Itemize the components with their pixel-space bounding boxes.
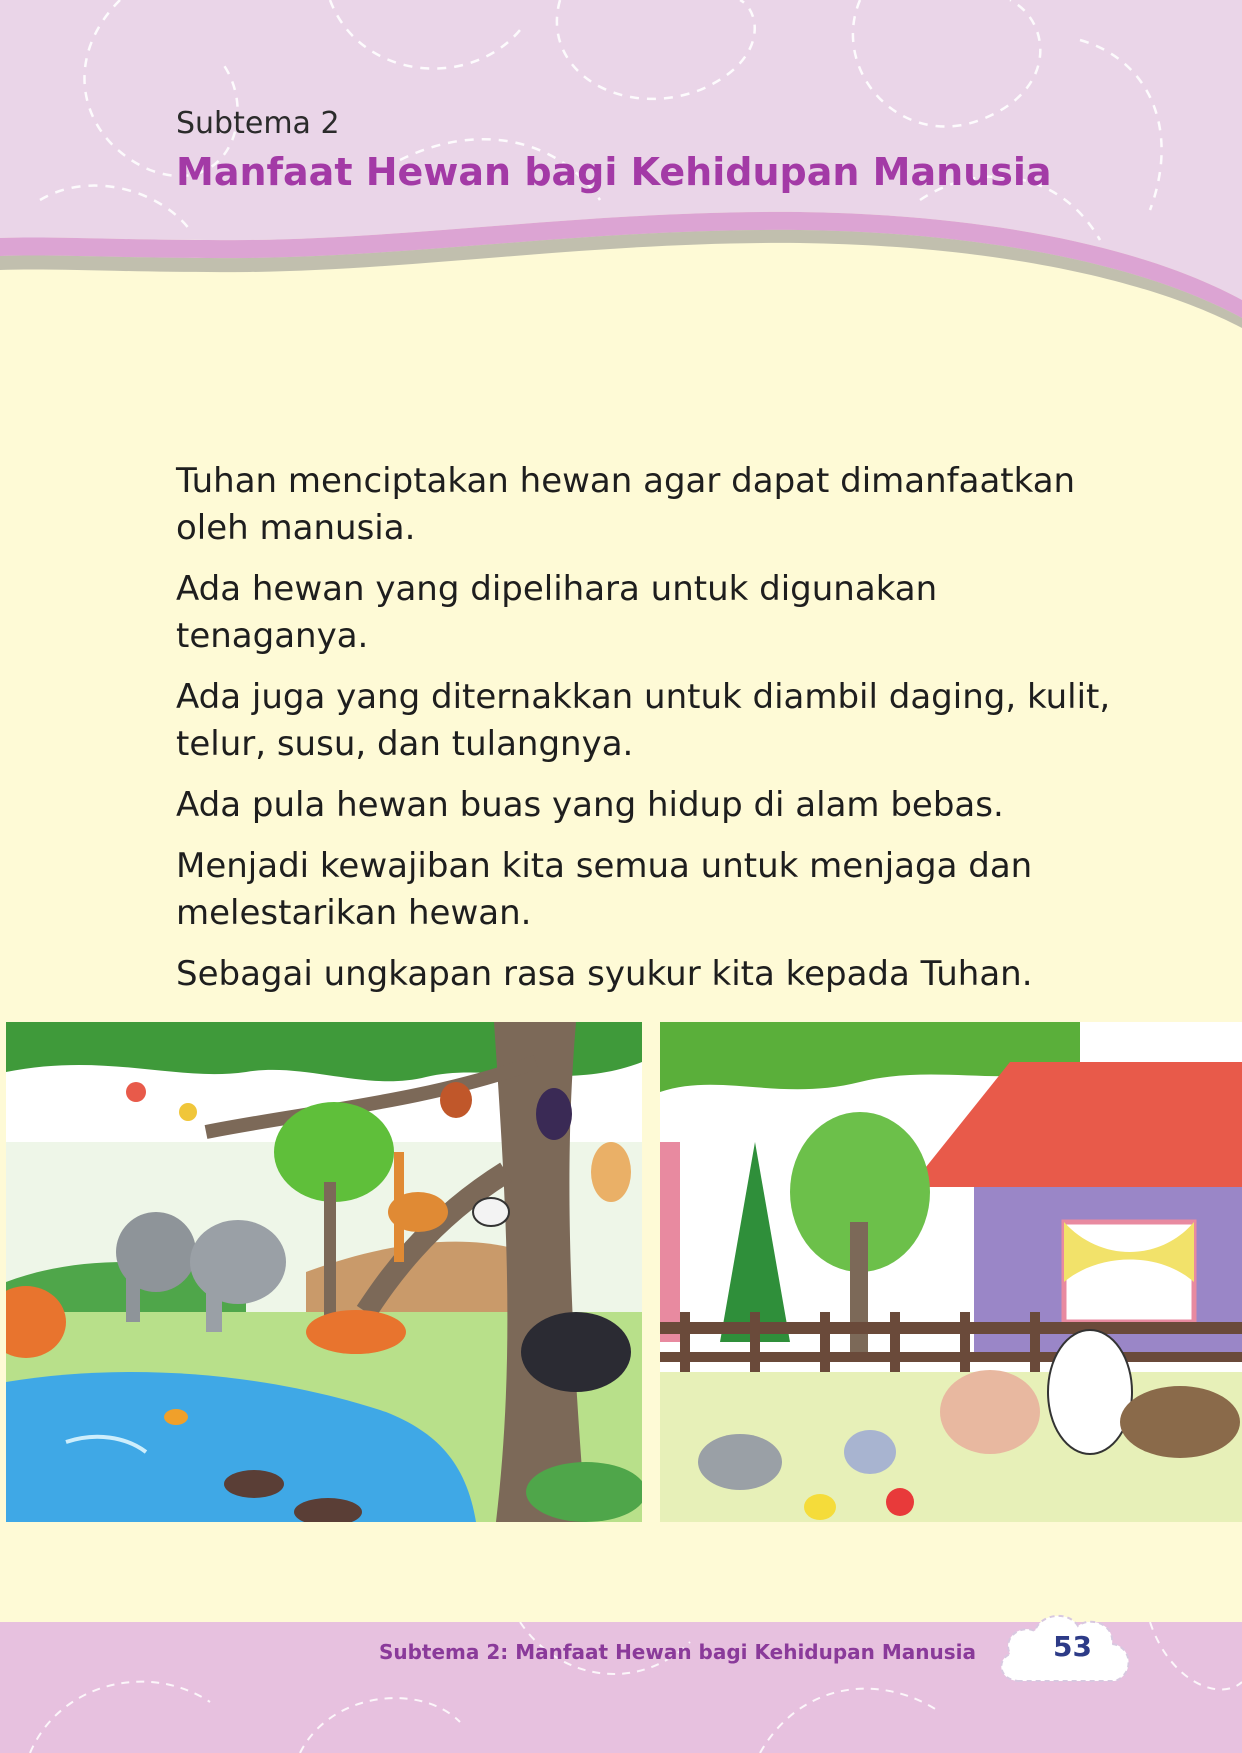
- page-title: Manfaat Hewan bagi Kehidupan Manusia: [176, 150, 1052, 194]
- paragraph: Ada pula hewan buas yang hidup di alam bebas.: [176, 785, 1004, 825]
- paragraph: Sebagai ungkapan rasa syukur kita kepada Tuhan.: [176, 954, 1033, 994]
- domestic-animals-illustration: [660, 1022, 1242, 1522]
- running-footer-title: Subtema 2: Manfaat Hewan bagi Kehidupan Manusia: [378, 1640, 976, 1664]
- paragraph: Ada hewan yang dipelihara untuk digunakan tenaganya.: [176, 569, 938, 656]
- paragraph: Menjadi kewajiban kita semua untuk menjaga dan melestarikan hewan.: [176, 846, 1033, 933]
- wild-animals-illustration: [6, 1022, 642, 1522]
- paragraph: Tuhan menciptakan hewan agar dapat dimanfaatkan oleh manusia.: [176, 461, 1076, 548]
- page-header: [0, 0, 1242, 340]
- subtheme-label: Subtema 2: [176, 106, 340, 141]
- body-text: [176, 458, 1126, 1012]
- paragraph: Ada juga yang diternakkan untuk diambil daging, kulit, telur, susu, dan tulangnya.: [176, 677, 1111, 764]
- page-number: 53: [1053, 1630, 1092, 1663]
